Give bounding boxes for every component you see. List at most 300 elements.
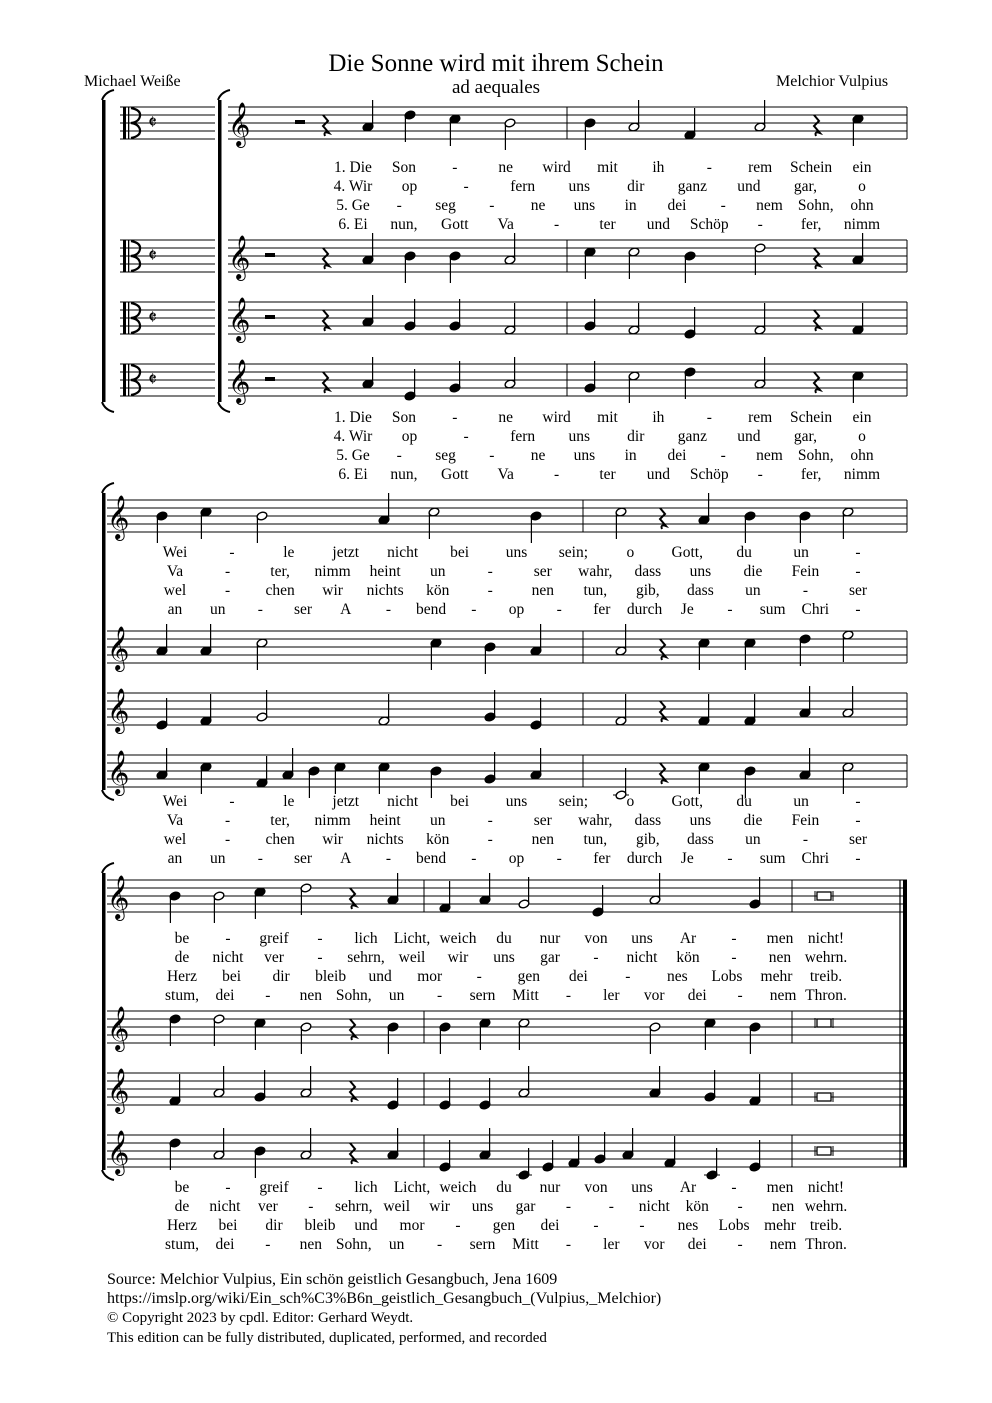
lyric-syllable: mit bbox=[597, 409, 618, 426]
lyric-syllable: Mitt bbox=[512, 1236, 539, 1253]
lyric-syllable: Wei bbox=[162, 544, 188, 561]
lyric-syllable: de bbox=[174, 949, 190, 966]
lyric-syllable: wehrn. bbox=[804, 949, 848, 966]
lyric-syllable: - bbox=[737, 1198, 743, 1215]
lyric-syllable: uns bbox=[505, 793, 528, 810]
lyric-syllable: op bbox=[401, 178, 418, 195]
lyric-syllable: sern bbox=[469, 1236, 496, 1253]
lyric-syllable: ter bbox=[599, 466, 616, 483]
lyric-syllable: Sohn, bbox=[797, 197, 834, 214]
cut-time-icon: 𝄵 bbox=[148, 305, 157, 329]
lyric-syllable: ser bbox=[533, 563, 552, 580]
lyric-syllable: in bbox=[624, 197, 637, 214]
c-clef-icon bbox=[123, 302, 126, 334]
lyric-syllable: - bbox=[565, 987, 571, 1004]
lyric-syllable: ih bbox=[652, 409, 665, 426]
lyric-syllable: Je bbox=[680, 601, 694, 618]
lyric-syllable: und bbox=[737, 428, 761, 445]
lyric-syllable: Thron. bbox=[805, 987, 847, 1004]
lyric-syllable: ser bbox=[848, 831, 868, 848]
lyric-syllable: un bbox=[388, 1236, 405, 1253]
lyric-syllable: nes bbox=[667, 968, 688, 985]
lyric-syllable: uns bbox=[471, 1198, 494, 1215]
lyric-syllable: kön bbox=[426, 831, 450, 848]
lyric-syllable: fern bbox=[510, 428, 536, 445]
lyric-syllable: Va bbox=[166, 563, 184, 580]
lyric-syllable: ter, bbox=[270, 563, 290, 580]
lyric-syllable: uns bbox=[631, 1179, 653, 1196]
lyric-syllable: op bbox=[401, 428, 418, 445]
lyric-syllable: - bbox=[737, 1236, 743, 1253]
lyric-syllable: un bbox=[429, 563, 446, 580]
lyric-syllable: ser bbox=[294, 601, 313, 618]
c-clef-icon bbox=[123, 364, 126, 396]
lyric-syllable: - bbox=[731, 949, 737, 966]
lyric-syllable: dass bbox=[634, 812, 662, 829]
lyric-syllable: rem bbox=[748, 409, 773, 426]
lyric-syllable: un bbox=[793, 544, 809, 561]
lyric-syllable: - bbox=[455, 1217, 461, 1234]
quarter-rest-icon bbox=[814, 248, 820, 269]
lyric-syllable: Schöp bbox=[689, 216, 729, 233]
c-clef-icon bbox=[123, 240, 126, 272]
final-breve-note bbox=[817, 1019, 831, 1027]
half-rest-icon bbox=[265, 253, 275, 257]
lyric-syllable: - bbox=[593, 1217, 599, 1234]
lyric-syllable: nichts bbox=[366, 831, 404, 848]
treble-clef-icon: 𝄞 bbox=[228, 235, 251, 279]
quarter-rest-icon bbox=[814, 310, 820, 331]
lyric-syllable: - bbox=[487, 582, 493, 599]
lyric-syllable: un bbox=[429, 812, 446, 829]
lyric-syllable: - bbox=[224, 582, 231, 599]
lyric-syllable: - bbox=[757, 466, 763, 483]
lyric-syllable: Lobs bbox=[711, 968, 743, 985]
lyric-syllable: men bbox=[766, 1179, 794, 1196]
lyric-syllable: uns bbox=[631, 930, 653, 947]
lyric-syllable: tun, bbox=[583, 831, 608, 848]
lyric-syllable: greif bbox=[259, 1179, 289, 1196]
cut-time-icon: 𝄵 bbox=[148, 367, 157, 391]
lyric-syllable: mit bbox=[597, 159, 618, 176]
lyric-syllable: op bbox=[508, 850, 525, 867]
lyric-syllable: ser bbox=[848, 582, 868, 599]
lyric-syllable: - bbox=[265, 987, 271, 1004]
lyric-syllable: 1. Die bbox=[334, 159, 372, 176]
lyric-syllable: jetzt bbox=[332, 793, 360, 810]
lyric-syllable: o bbox=[858, 178, 866, 195]
lyric-syllable: mor bbox=[399, 1217, 425, 1234]
lyric-syllable: 5. Ge bbox=[336, 197, 370, 214]
system-bracket bbox=[218, 100, 222, 402]
lyric-syllable: un bbox=[209, 850, 226, 867]
lyric-syllable: ohn bbox=[850, 197, 874, 214]
lyric-syllable: un bbox=[745, 831, 761, 848]
lyric-syllable: - bbox=[257, 850, 263, 867]
lyric-syllable: nicht bbox=[638, 1198, 670, 1215]
lyric-syllable: dass bbox=[634, 563, 662, 580]
lyric-syllable: 6. Ei bbox=[338, 216, 368, 233]
lyric-syllable: mor bbox=[417, 968, 443, 985]
lyric-syllable: fer bbox=[593, 601, 611, 618]
lyric-syllable: ler bbox=[603, 1236, 620, 1253]
lyric-syllable: nicht bbox=[209, 1198, 241, 1215]
composer-credit: Melchior Vulpius bbox=[776, 73, 889, 90]
lyric-syllable: ser bbox=[533, 812, 552, 829]
quarter-rest-icon bbox=[350, 1143, 356, 1164]
lyric-syllable: - bbox=[554, 466, 560, 483]
lyric-syllable: Va bbox=[166, 812, 184, 829]
lyric-syllable: heint bbox=[369, 563, 401, 580]
lyric-syllable: greif bbox=[259, 930, 289, 947]
lyric-syllable: und bbox=[354, 1217, 378, 1234]
lyric-syllable: bei bbox=[450, 544, 470, 561]
lyric-syllable: - bbox=[385, 850, 392, 867]
lyric-syllable: Licht, bbox=[393, 930, 431, 947]
lyric-syllable: Fein bbox=[791, 812, 820, 829]
lyric-syllable: - bbox=[565, 1236, 571, 1253]
lyric-syllable: chen bbox=[265, 831, 295, 848]
lyric-syllable: - bbox=[265, 1236, 271, 1253]
lyric-syllable: bend bbox=[416, 601, 447, 618]
lyric-syllable: - bbox=[317, 1179, 323, 1196]
lyric-syllable: ver bbox=[257, 1198, 278, 1215]
lyric-syllable: ter bbox=[599, 216, 616, 233]
lyric-syllable: 1. Die bbox=[334, 409, 372, 426]
lyric-syllable: nem bbox=[769, 987, 797, 1004]
lyric-syllable: Schein bbox=[790, 409, 833, 426]
lyric-syllable: wird bbox=[542, 409, 571, 426]
lyric-syllable: dass bbox=[687, 582, 714, 599]
lyric-syllable: - bbox=[855, 563, 861, 580]
system-bracket bbox=[102, 90, 114, 100]
lyric-syllable: Va bbox=[497, 216, 514, 233]
lyric-syllable: Va bbox=[497, 466, 514, 483]
lyric-syllable: weich bbox=[439, 1179, 477, 1196]
lyric-syllable: Gott, bbox=[671, 793, 703, 810]
lyric-syllable: - bbox=[720, 197, 726, 214]
lyric-syllable: - bbox=[727, 850, 733, 867]
lyric-syllable: - bbox=[317, 930, 323, 947]
lyric-syllable: bei bbox=[222, 968, 242, 985]
lyric-syllable: wahr, bbox=[578, 812, 613, 829]
lyric-syllable: ler bbox=[603, 987, 620, 1004]
lyric-syllable: du bbox=[496, 930, 512, 947]
treble-clef-icon: 𝄞 bbox=[107, 1068, 130, 1112]
system-bracket bbox=[102, 402, 114, 412]
lyric-syllable: tun, bbox=[583, 582, 608, 599]
lyric-syllable: 4. Wir bbox=[333, 178, 373, 195]
final-breve-note bbox=[817, 1147, 831, 1155]
lyric-syllable: Ar bbox=[679, 930, 697, 947]
treble-clef-icon: 𝄞 bbox=[228, 102, 251, 146]
quarter-rest-icon bbox=[660, 701, 666, 722]
lyric-syllable: und bbox=[368, 968, 392, 985]
treble-clef-icon: 𝄞 bbox=[228, 297, 251, 341]
lyric-syllable: ser bbox=[294, 850, 313, 867]
lyric-syllable: dir bbox=[627, 428, 645, 445]
lyric-syllable: seg bbox=[435, 447, 456, 464]
c-clef-icon bbox=[128, 302, 129, 334]
lyric-syllable: Thron. bbox=[805, 1236, 847, 1253]
lyric-syllable: o bbox=[626, 544, 635, 561]
lyric-syllable: - bbox=[452, 409, 458, 426]
treble-clef-icon: 𝄞 bbox=[107, 495, 130, 539]
quarter-rest-icon bbox=[323, 372, 329, 393]
lyric-syllable: seg bbox=[435, 197, 456, 214]
treble-clef-icon: 𝄞 bbox=[107, 1006, 130, 1050]
lyric-syllable: bend bbox=[416, 850, 447, 867]
lyric-syllable: nun, bbox=[390, 216, 418, 233]
lyric-syllable: mehr bbox=[760, 968, 793, 985]
page-title: Die Sonne wird mit ihrem Schein bbox=[328, 50, 664, 77]
lyric-syllable: - bbox=[639, 1217, 645, 1234]
lyric-syllable: dei bbox=[667, 447, 687, 464]
lyric-syllable: - bbox=[720, 447, 726, 464]
lyric-syllable: Fein bbox=[791, 563, 820, 580]
lyric-syllable: - bbox=[489, 197, 495, 214]
lyric-syllable: Sohn, bbox=[335, 987, 372, 1004]
lyric-syllable: die bbox=[743, 812, 763, 829]
lyric-syllable: o bbox=[858, 428, 866, 445]
lyric-syllable: nicht! bbox=[807, 1179, 845, 1196]
lyric-syllable: - bbox=[396, 447, 402, 464]
lyric-syllable: gar bbox=[540, 949, 560, 966]
lyric-syllable: vor bbox=[643, 987, 665, 1004]
lyric-syllable: - bbox=[855, 850, 861, 867]
lyric-syllable: - bbox=[229, 793, 235, 810]
lyric-syllable: - bbox=[317, 949, 323, 966]
lyric-syllable: Mitt bbox=[512, 987, 539, 1004]
lyric-syllable: - bbox=[554, 216, 560, 233]
license-note: This edition can be fully distributed, duplicated, performed, and recorded bbox=[107, 1330, 547, 1346]
lyric-syllable: nimm bbox=[843, 466, 881, 483]
lyric-syllable: bleib bbox=[315, 968, 347, 985]
lyric-syllable: - bbox=[855, 544, 861, 561]
lyric-syllable: sum bbox=[759, 850, 786, 867]
lyric-syllable: un bbox=[745, 582, 761, 599]
lyric-syllable: mehr bbox=[764, 1217, 796, 1234]
treble-clef-icon: 𝄞 bbox=[107, 750, 130, 794]
lyric-syllable: fer, bbox=[800, 216, 822, 233]
lyric-syllable: Schein bbox=[790, 159, 833, 176]
lyric-syllable: ne bbox=[530, 197, 546, 214]
lyric-syllable: kön bbox=[426, 582, 450, 599]
lyric-syllable: chen bbox=[265, 582, 295, 599]
lyric-syllable: nicht bbox=[387, 544, 419, 561]
lyric-syllable: de bbox=[174, 1198, 190, 1215]
lyric-syllable: - bbox=[437, 1236, 443, 1253]
lyric-syllable: Schöp bbox=[689, 466, 729, 483]
lyric-syllable: Gott, bbox=[671, 544, 703, 561]
lyric-syllable: wahr, bbox=[578, 563, 613, 580]
lyric-syllable: - bbox=[396, 197, 402, 214]
lyric-syllable: durch bbox=[626, 601, 663, 618]
system-bracket bbox=[102, 493, 106, 790]
lyric-syllable: uns bbox=[689, 812, 712, 829]
lyric-syllable: un bbox=[209, 601, 226, 618]
c-clef-icon bbox=[128, 107, 129, 139]
lyric-syllable: uns bbox=[568, 428, 590, 445]
lyric-syllable: bei bbox=[218, 1217, 238, 1234]
lyric-syllable: Gott bbox=[441, 466, 469, 483]
lyric-syllable: le bbox=[283, 793, 295, 810]
lyric-syllable: von bbox=[584, 930, 608, 947]
lyric-syllable: wehrn. bbox=[804, 1198, 848, 1215]
lyric-syllable: - bbox=[489, 447, 495, 464]
lyric-syllable: treib. bbox=[809, 1217, 843, 1234]
lyric-syllable: Wei bbox=[162, 793, 188, 810]
lyric-syllable: an bbox=[167, 601, 183, 618]
final-breve-note bbox=[817, 892, 831, 900]
lyric-syllable: uns bbox=[689, 563, 712, 580]
lyric-syllable: 6. Ei bbox=[338, 466, 368, 483]
lyric-syllable: dei bbox=[215, 987, 235, 1004]
lyric-syllable: sein; bbox=[558, 793, 589, 810]
system-bracket bbox=[102, 863, 114, 873]
lyric-syllable: 4. Wir bbox=[333, 428, 373, 445]
lyric-syllable: o bbox=[626, 793, 635, 810]
lyric-syllable: wir bbox=[322, 582, 343, 599]
lyric-syllable: ih bbox=[652, 159, 665, 176]
lyric-syllable: nen bbox=[771, 1198, 795, 1215]
treble-clef-icon: 𝄞 bbox=[107, 1130, 130, 1174]
lyric-syllable: rem bbox=[748, 159, 773, 176]
lyric-syllable: Son bbox=[391, 159, 416, 176]
lyric-syllable: wir bbox=[322, 831, 343, 848]
lyric-syllable: ein bbox=[852, 159, 872, 176]
lyric-syllable: nicht bbox=[212, 949, 244, 966]
lyric-syllable: - bbox=[608, 1198, 614, 1215]
lyric-syllable: 5. Ge bbox=[336, 447, 370, 464]
system-bracket bbox=[218, 402, 230, 412]
lyric-syllable: - bbox=[229, 544, 235, 561]
lyric-syllable: gar, bbox=[793, 178, 817, 195]
lyric-syllable: und bbox=[646, 216, 671, 233]
cut-time-icon: 𝄵 bbox=[148, 243, 157, 267]
lyric-syllable: uns bbox=[493, 949, 515, 966]
lyric-syllable: kön bbox=[676, 949, 700, 966]
lyric-syllable: nen bbox=[299, 987, 322, 1004]
lyric-syllable: - bbox=[225, 930, 231, 947]
lyric-syllable: ne bbox=[498, 409, 514, 426]
lyric-syllable: - bbox=[737, 987, 743, 1004]
lyric-syllable: dei bbox=[540, 1217, 560, 1234]
lyric-syllable: wel bbox=[163, 582, 187, 599]
lyric-syllable: Ar bbox=[679, 1179, 697, 1196]
lyric-syllable: - bbox=[224, 563, 231, 580]
lyric-syllable: dir bbox=[627, 178, 645, 195]
lyric-syllable: ohn bbox=[850, 447, 874, 464]
footer bbox=[107, 1270, 661, 1348]
lyric-syllable: op bbox=[508, 601, 525, 618]
lyric-syllable: gen bbox=[492, 1217, 516, 1234]
lyric-syllable: nimm bbox=[314, 563, 351, 580]
lyric-syllable: - bbox=[471, 850, 477, 867]
treble-clef-icon: 𝄞 bbox=[228, 359, 251, 403]
lyric-syllable: heint bbox=[369, 812, 401, 829]
lyric-syllable: - bbox=[463, 178, 469, 195]
lyric-syllable: nem bbox=[756, 447, 783, 464]
lyric-syllable: und bbox=[646, 466, 671, 483]
lyric-syllable: be bbox=[174, 1179, 190, 1196]
lyric-syllable: fer, bbox=[800, 466, 822, 483]
lyric-syllable: - bbox=[625, 968, 631, 985]
lyric-syllable: ganz bbox=[677, 178, 707, 195]
lyric-syllable: Herz bbox=[166, 1217, 198, 1234]
lyric-syllable: - bbox=[224, 831, 231, 848]
lyric-syllable: nimm bbox=[314, 812, 351, 829]
lyric-syllable: dei bbox=[687, 987, 707, 1004]
lyric-syllable: - bbox=[463, 428, 469, 445]
quarter-rest-icon bbox=[350, 1081, 356, 1102]
c-clef-icon bbox=[128, 364, 129, 396]
lyric-syllable: du bbox=[736, 793, 752, 810]
lyric-syllable: A bbox=[340, 601, 352, 618]
lyric-syllable: nicht bbox=[387, 793, 419, 810]
lyric-syllable: nen bbox=[531, 831, 554, 848]
lyric-syllable: weil bbox=[383, 1198, 411, 1215]
quarter-rest-icon bbox=[350, 888, 356, 909]
quarter-rest-icon bbox=[660, 639, 666, 660]
lyric-syllable: wir bbox=[447, 949, 469, 966]
lyric-syllable: Chri bbox=[801, 850, 830, 867]
lyric-syllable: nem bbox=[756, 197, 783, 214]
lyric-syllable: - bbox=[706, 159, 712, 176]
lyric-syllable: bleib bbox=[304, 1217, 336, 1234]
quarter-rest-icon bbox=[814, 115, 820, 136]
lyric-syllable: wel bbox=[163, 831, 187, 848]
lyric-syllable: Sohn, bbox=[335, 1236, 372, 1253]
lyric-syllable: - bbox=[224, 812, 231, 829]
lyric-syllable: ne bbox=[498, 159, 514, 176]
treble-clef-icon: 𝄞 bbox=[107, 875, 130, 919]
lyric-syllable: sehrn, bbox=[335, 1198, 373, 1215]
lyric-syllable: vor bbox=[643, 1236, 665, 1253]
poet-credit: Michael Weiße bbox=[84, 73, 181, 90]
lyric-syllable: ganz bbox=[677, 428, 707, 445]
lyric-syllable: durch bbox=[626, 850, 663, 867]
treble-clef-icon: 𝄞 bbox=[107, 688, 130, 732]
lyric-syllable: dir bbox=[272, 968, 290, 985]
lyric-syllable: nun, bbox=[390, 466, 418, 483]
lyric-syllable: - bbox=[593, 949, 599, 966]
lyric-syllable: und bbox=[737, 178, 761, 195]
lyric-syllable: weich bbox=[439, 930, 477, 947]
lyric-syllable: nes bbox=[677, 1217, 699, 1234]
lyric-syllable: wir bbox=[429, 1198, 450, 1215]
lyric-syllable: nen bbox=[531, 582, 554, 599]
c-clef-icon bbox=[128, 240, 129, 272]
lyric-syllable: gar bbox=[515, 1198, 536, 1215]
quarter-rest-icon bbox=[350, 1019, 356, 1040]
lyric-syllable: - bbox=[802, 831, 809, 848]
lyric-syllable: du bbox=[496, 1179, 512, 1196]
system-bracket bbox=[102, 873, 106, 1170]
lyric-syllable: nem bbox=[769, 1236, 797, 1253]
lyric-syllable: dei bbox=[215, 1236, 235, 1253]
lyric-syllable: gen bbox=[517, 968, 540, 985]
lyric-syllable: sum bbox=[759, 601, 786, 618]
lyric-syllable: - bbox=[308, 1198, 314, 1215]
quarter-rest-icon bbox=[814, 372, 820, 393]
lyric-syllable: sern bbox=[469, 987, 496, 1004]
lyric-syllable: die bbox=[743, 563, 763, 580]
lyric-syllable: du bbox=[736, 544, 752, 561]
lyric-syllable: uns bbox=[573, 447, 596, 464]
lyric-syllable: - bbox=[487, 831, 493, 848]
lyric-syllable: bei bbox=[450, 793, 470, 810]
